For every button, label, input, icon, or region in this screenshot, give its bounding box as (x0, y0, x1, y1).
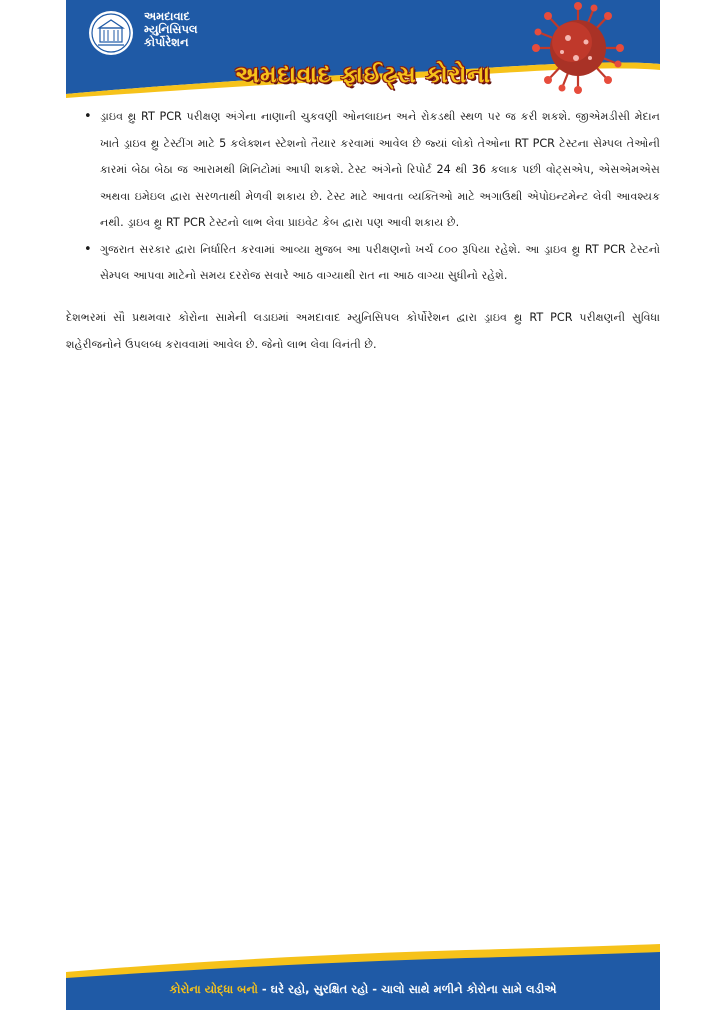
footer-highlight: કોરોના યોદ્ધા બનો (169, 982, 258, 996)
page-title: અમદાવાદ ફાઈટ્સ કોરોના (234, 62, 492, 88)
organization-name (144, 10, 198, 49)
bullet-symbol: • (84, 109, 92, 124)
list-item (66, 104, 660, 237)
bullet-text: ડ્રાઇવ થ્રુ RT PCR પરીક્ષણ અંગેના નાણાની ચુકવણી ઓનલાઇન અને રોકડથી સ્થળ પર જ કરી શકશે. જીએમડીસી મેદાન ખાતે ડ્રાઇવ થ્રુ ટેસ્ટીંગ માટે 5 કલેક્શન સ્ટેશનો તૈયાર કરવામાં આવેલ છે જ્યાં લોકો તેઓના RT PCR ટેસ્ટના સેમ્પલ તેઓની કારમાં બેઠા બેઠા જ આરામથી મિનિટોમાં આપી શકશે. ટેસ્ટ અંગેનો રિપોર્ટ 24 થી 36 કલાક પછી વોટ્સએપ, એસએમએસ અથવા ઇમેઇલ દ્વારા સરળતાથી મેળવી શકાય છે. ટેસ્ટ માટે આવતા વ્યક્તિઓ માટે અગાઉથી એપોઇન્ટમેન્ટ લેવી આવશ્યક નથી. ડ્રાઇવ થ્રુ RT PCR ટેસ્ટનો લાભ લેવા પ્રાઇવેટ કેબ દ્વારા પણ આવી શકાય છે. (100, 110, 660, 229)
header-banner (66, 0, 660, 98)
org-line-1: અમદાવાદ (144, 9, 190, 23)
closing-paragraph: દેશભરમાં સૌ પ્રથમવાર કોરોના સામેની લડાઇમાં અમદાવાદ મ્યુનિસિપલ કોર્પોરેશન દ્વારા ડ્રાઇવ થ્રુ RT PCR પરીક્ષણની સુવિધા શહેરીજનોને ઉપલબ્ધ કરાવવામાં આવેલ છે. જેનો લાભ લેવા વિનંતી છે. (66, 310, 660, 351)
org-line-2: મ્યુનિસિપલ (144, 22, 198, 36)
bullet-symbol: • (84, 241, 92, 257)
org-line-3: કોર્પોરેશન (144, 35, 189, 49)
main-content (66, 104, 660, 358)
list-item (66, 237, 660, 290)
bullet-text: ગુજરાત સરકાર દ્વારા નિર્ધારિત કરવામાં આવ્યા મુજબ આ પરીક્ષણનો ખર્ચ ૮૦૦ રૂપિયા રહેશે. આ ડ્રાઇવ થ્રુ RT PCR ટેસ્ટનો સેમ્પલ આપવા માટેનો સમય દરરોજ સવારે આઠ વાગ્યાથી રાત ના આઠ વાગ્યા સુધીનો રહેશે. (100, 242, 660, 282)
footer-background (66, 944, 660, 1010)
footer-rest: - ઘરે રહો, સુરક્ષિત રહો - ચાલો સાથે મળીને કોરોના સામે લડીએ (257, 982, 557, 996)
footer-slogan (66, 982, 660, 997)
amc-logo-icon (88, 10, 134, 56)
info-bullet-list (66, 104, 660, 290)
footer-banner (66, 944, 660, 1010)
